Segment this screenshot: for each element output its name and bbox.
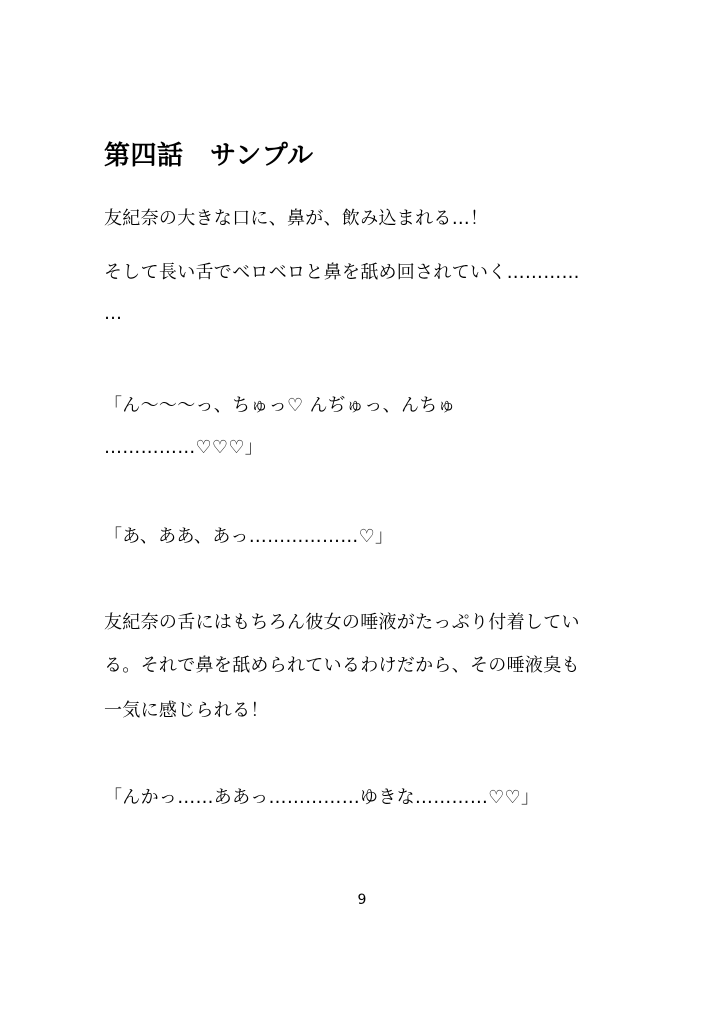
chapter-title: 第四話 サンプル (104, 141, 314, 171)
body-line-6: 一気に感じられる！ (104, 700, 269, 721)
body-line-1: 友紀奈の大きな口に、鼻が、飲み込まれる…！ (104, 208, 489, 229)
body-line-2: そして長い舌でベロベロと鼻を舐め回されていく………… (104, 262, 580, 283)
body-line-3: … (104, 303, 123, 324)
page-number: 9 (357, 892, 367, 908)
dialogue-line-1: 「ん〜〜〜っ、ちゅっ♡ んぢゅっ、んちゅ (104, 395, 456, 416)
body-line-5: る。それで鼻を舐められているわけだから、その唾液臭も (104, 655, 580, 676)
dialogue-line-4: 「んかっ……ああっ……………ゆきな…………♡♡」 (104, 787, 540, 808)
body-line-4: 友紀奈の舌にはもちろん彼女の唾液がたっぷり付着してい (104, 612, 580, 633)
dialogue-line-3: 「あ、ああ、あっ………………♡」 (104, 526, 394, 547)
dialogue-line-2: ……………♡♡♡」 (104, 437, 264, 458)
